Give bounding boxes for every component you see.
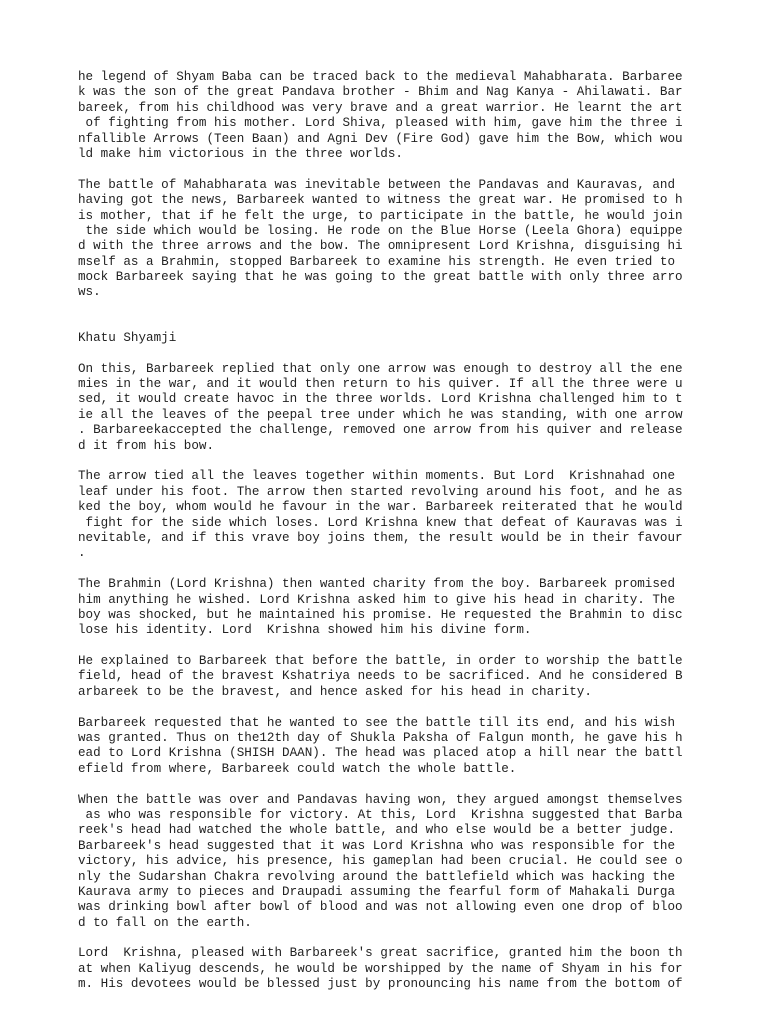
text-line: having got the news, Barbareek wanted to witness the great war. He promised to h — [78, 193, 683, 208]
text-line: the side which would be losing. He rode on the Blue Horse (Leela Ghora) equippe — [78, 223, 683, 238]
text-line: Barbareek requested that he wanted to see the battle till its end, and his wish — [78, 715, 676, 730]
text-line: lose his identity. Lord Krishna showed him his divine form. — [78, 623, 532, 638]
paragraph-boon — [78, 946, 698, 992]
paragraph-battle — [78, 178, 698, 301]
text-line: was drinking bowl after bowl of blood and was not allowing even one drop of bloo — [78, 900, 683, 915]
text-line: He explained to Barbareek that before the battle, in order to worship the battle — [78, 654, 683, 669]
text-line: at when Kaliyug descends, he would be worshipped by the name of Shyam in his for — [78, 961, 683, 976]
paragraph-victory — [78, 793, 698, 932]
text-line: mself as a Brahmin, stopped Barbareek to examine his strength. He even tried to — [78, 254, 676, 269]
text-line: nevitable, and if this vrave boy joins them, the result would be in their favour — [78, 530, 683, 545]
text-line: k was the son of the great Pandava brother - Bhim and Nag Kanya - Ahilawati. Bar — [78, 85, 683, 100]
text-line: sed, it would create havoc in the three worlds. Lord Krishna challenged him to t — [78, 392, 683, 407]
text-line: victory, his advice, his presence, his gameplan had been crucial. He could see o — [78, 854, 683, 869]
text-line: Barbareek's head suggested that it was Lord Krishna who was responsible for the — [78, 838, 676, 853]
text-line: Lord Krishna, pleased with Barbareek's great sacrifice, granted him the boon th — [78, 946, 683, 961]
paragraph-legend-intro — [78, 70, 698, 162]
text-line: reek's head had watched the whole battle, and who else would be a better judge. — [78, 823, 676, 838]
text-line: . — [78, 546, 86, 561]
document-page — [78, 70, 698, 1008]
text-line: he legend of Shyam Baba can be traced back to the medieval Mahabharata. Barbaree — [78, 70, 683, 84]
paragraph-charity — [78, 577, 698, 639]
text-line: d with the three arrows and the bow. The omnipresent Lord Krishna, disguising hi — [78, 239, 683, 254]
text-line: boy was shocked, but he maintained his promise. He requested the Brahmin to disc — [78, 607, 683, 622]
paragraph-sacrifice — [78, 654, 698, 700]
text-line: ked the boy, whom would he favour in the war. Barbareek reiterated that he would — [78, 500, 683, 515]
text-line: was granted. Thus on the12th day of Shukla Paksha of Falgun month, he gave his h — [78, 731, 683, 746]
heading-text: Khatu Shyamji — [78, 330, 177, 345]
text-line: mock Barbareek saying that he was going to the great battle with only three arro — [78, 270, 683, 285]
text-line: as who was responsible for victory. At this, Lord Krishna suggested that Barba — [78, 807, 683, 822]
text-line: The battle of Mahabharata was inevitable between the Pandavas and Kauravas, and — [78, 177, 676, 192]
text-line: d to fall on the earth. — [78, 915, 252, 930]
text-line: d it from his bow. — [78, 438, 215, 453]
text-line: bareek, from his childhood was very brave and a great warrior. He learnt the art — [78, 100, 683, 115]
text-line: mies in the war, and it would then return to his quiver. If all the three were u — [78, 377, 683, 392]
text-line: ws. — [78, 285, 101, 300]
paragraph-one-arrow — [78, 362, 698, 454]
text-line: When the battle was over and Pandavas having won, they argued amongst themselves — [78, 792, 683, 807]
section-heading — [78, 331, 698, 346]
text-line: arbareek to be the bravest, and hence asked for his head in charity. — [78, 684, 592, 699]
text-line: ead to Lord Krishna (SHISH DAAN). The head was placed atop a hill near the battl — [78, 746, 683, 761]
text-line: . Barbareekaccepted the challenge, removed one arrow from his quiver and release — [78, 423, 683, 438]
text-line: nly the Sudarshan Chakra revolving around the battlefield which was hacking the — [78, 869, 676, 884]
text-line: field, head of the bravest Kshatriya needs to be sacrificed. And he considered B — [78, 669, 683, 684]
text-line: m. His devotees would be blessed just by pronouncing his name from the bottom of — [78, 977, 683, 992]
text-line: of fighting from his mother. Lord Shiva, pleased with him, gave him the three i — [78, 116, 683, 131]
text-line: fight for the side which loses. Lord Krishna knew that defeat of Kauravas was i — [78, 515, 683, 530]
text-line: nfallible Arrows (Teen Baan) and Agni Dev (Fire God) gave him the Bow, which wou — [78, 131, 683, 146]
paragraph-shish-daan — [78, 716, 698, 778]
text-line: On this, Barbareek replied that only one arrow was enough to destroy all the ene — [78, 361, 683, 376]
text-line: The arrow tied all the leaves together within moments. But Lord Krishnahad one — [78, 469, 676, 484]
text-line: ie all the leaves of the peepal tree under which he was standing, with one arrow — [78, 407, 683, 422]
text-line: him anything he wished. Lord Krishna asked him to give his head in charity. The — [78, 592, 676, 607]
text-line: The Brahmin (Lord Krishna) then wanted charity from the boy. Barbareek promised — [78, 577, 676, 592]
text-line: leaf under his foot. The arrow then started revolving around his foot, and he as — [78, 484, 683, 499]
text-line: is mother, that if he felt the urge, to participate in the battle, he would join — [78, 208, 683, 223]
paragraph-leaves — [78, 469, 698, 561]
text-line: ld make him victorious in the three worlds. — [78, 146, 403, 161]
text-line: efield from where, Barbareek could watch the whole battle. — [78, 761, 517, 776]
text-line: Kaurava army to pieces and Draupadi assuming the fearful form of Mahakali Durga — [78, 884, 676, 899]
